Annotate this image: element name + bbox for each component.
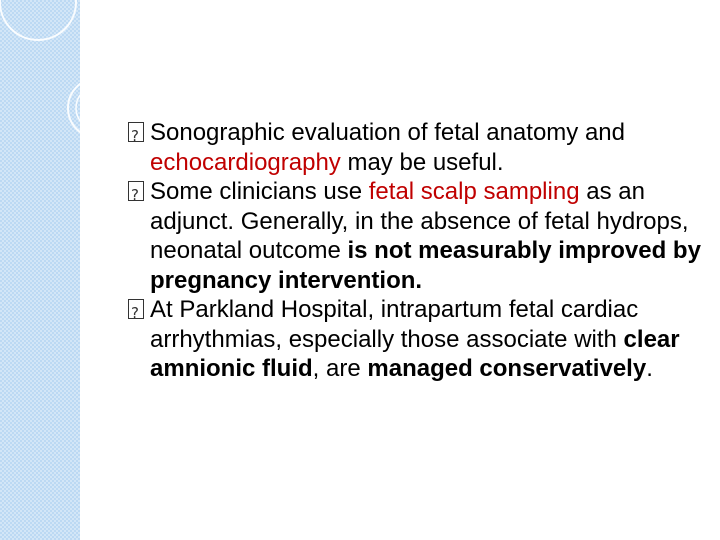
bullet-glyph-icon [128,299,144,319]
text-run: Sonographic evaluation of fetal anatomy and [150,119,625,146]
decorative-circles [0,0,130,150]
emphasis-clear-amnionic-fluid: clear amnionic fluid [150,325,680,382]
bullet-glyph-icon [128,181,144,201]
text-run: . [646,355,653,382]
text-run: At Parkland Hospital, intrapartum fetal cardiac arrhythmias, especially those associate with [150,296,639,353]
emphasis-managed-conservatively: managed conservatively [367,355,647,382]
slide-body [128,118,708,384]
bullet-glyph-icon [128,122,144,142]
highlight-echocardiography: echocardiography [150,148,341,176]
emphasis-not-improved: is not measurably improved by pregnancy intervention. [150,237,701,294]
bullet-point-parkland [128,295,708,384]
highlight-fetal-scalp-sampling: fetal scalp sampling [368,178,580,205]
text-run: as an adjunct. Generally, in the absence of fetal hydrops, neonatal outcome [150,178,689,264]
text-run: Some clinicians use [150,178,369,205]
text-run: may be useful. [340,148,504,176]
bullet-point-sonographic [128,118,708,177]
text-run: , are [312,355,368,382]
bullet-point-scalp-sampling [128,177,708,295]
